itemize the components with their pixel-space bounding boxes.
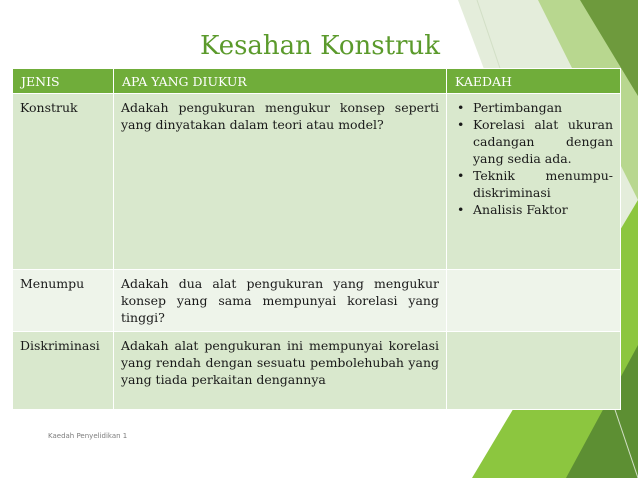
table-row (13, 332, 621, 410)
cell-jenis: Konstruk (13, 94, 114, 270)
cell-jenis: Menumpu (13, 270, 114, 332)
cell-kaedah (447, 94, 621, 270)
list-item: • Pertimbangan (454, 99, 613, 116)
table-header-row (13, 69, 621, 94)
construct-validity-table (12, 68, 621, 410)
cell-apa-yang-diukur: Adakah dua alat pengukuran yang mengukur konsep yang sama mempunyai korelasi yang tinggi? (114, 270, 447, 332)
list-item: • Analisis Faktor (454, 201, 613, 218)
cell-apa-yang-diukur: Adakah alat pengukuran ini mempunyai korelasi yang rendah dengan sesuatu pembolehubah yang yang tiada perkaitan dengannya (114, 332, 447, 410)
cell-kaedah (447, 270, 621, 332)
table-row (13, 270, 621, 332)
header-kaedah: KAEDAH (447, 69, 621, 94)
list-item: • Korelasi alat ukuran cadangan dengan yang sedia ada. (454, 116, 613, 167)
table-row (13, 94, 621, 270)
cell-apa-yang-diukur: Adakah pengukuran mengukur konsep seperti yang dinyatakan dalam teori atau model? (114, 94, 447, 270)
header-apa-yang-diukur: APA YANG DIUKUR (114, 69, 447, 94)
header-jenis: JENIS (13, 69, 114, 94)
slide-title: Kesahan Konstruk (199, 31, 441, 61)
kaedah-list (454, 99, 613, 218)
cell-kaedah (447, 332, 621, 410)
list-item: • Teknik menumpu-diskriminasi (454, 167, 613, 201)
cell-jenis: Diskriminasi (13, 332, 114, 410)
slide-footer: Kaedah Penyelidikan 1 (48, 432, 128, 440)
